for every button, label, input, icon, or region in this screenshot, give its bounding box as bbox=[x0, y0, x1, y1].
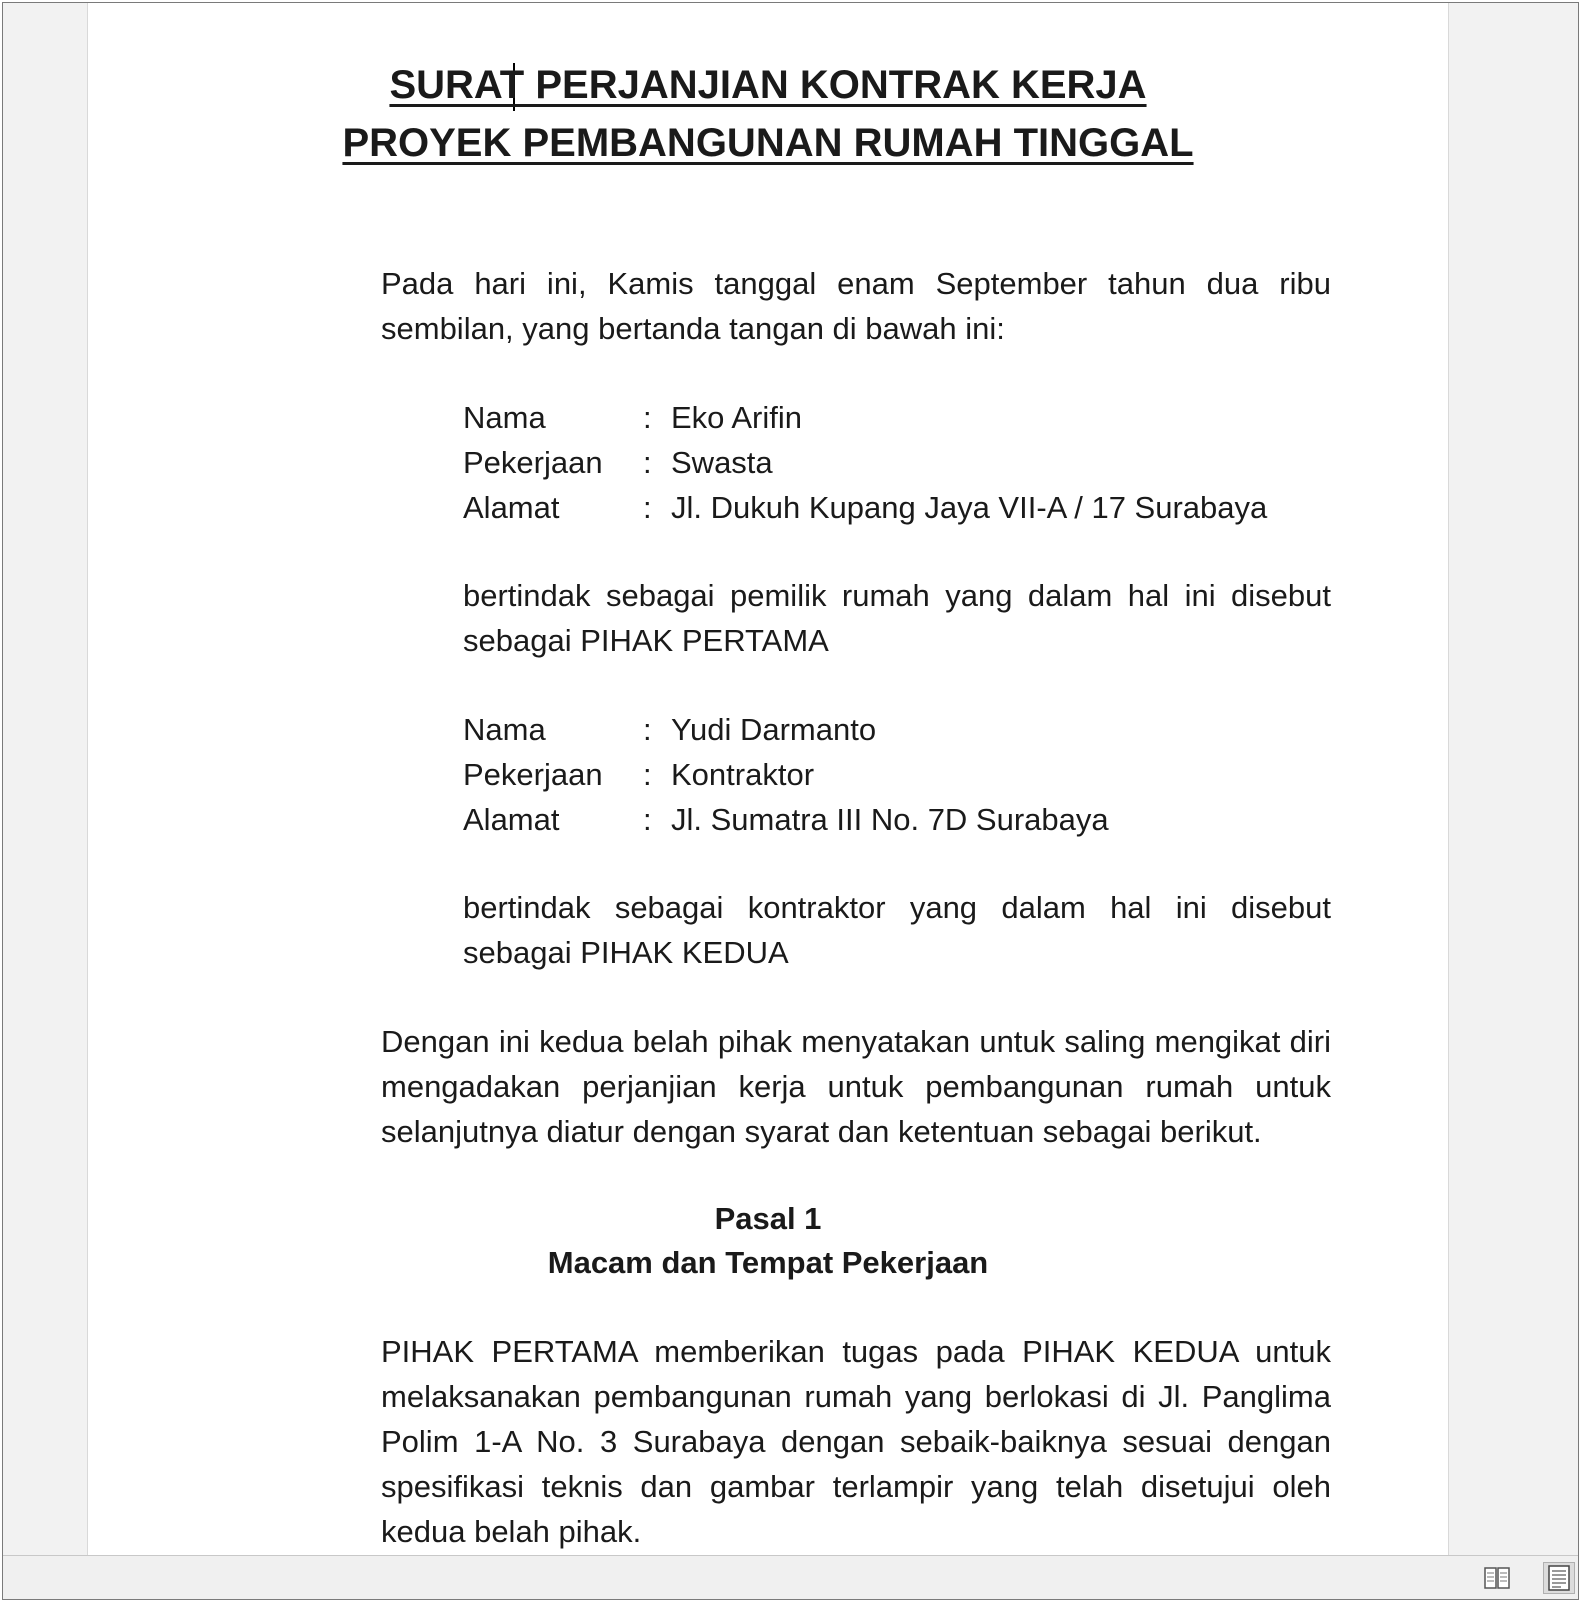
intro-paragraph: Pada hari ini, Kamis tanggal enam September tahun dua ribu sembilan, yang bertanda tangan di bawah ini: bbox=[381, 266, 1331, 346]
field-label: Nama bbox=[463, 400, 546, 435]
field-label: Alamat bbox=[463, 490, 560, 525]
field-value: Jl. Sumatra III No. 7D Surabaya bbox=[671, 802, 1109, 837]
pasal-heading: Macam dan Tempat Pekerjaan bbox=[547, 1245, 989, 1280]
field-label: Pekerjaan bbox=[463, 757, 603, 792]
party1-name-row bbox=[463, 395, 1363, 440]
field-label: Alamat bbox=[463, 802, 560, 837]
party1-address-row bbox=[463, 485, 1363, 530]
book-icon bbox=[1483, 1565, 1511, 1591]
field-colon: : bbox=[643, 712, 652, 747]
pasal1-body-paragraph: PIHAK PERTAMA memberikan tugas pada PIHAK KEDUA untuk melaksanakan pembangunan rumah yang berlokasi di Jl. Panglima Polim 1-A No. 3 Surabaya dengan sebaik-baiknya sesuai dengan spesifikasi teknis dan gambar terlampir yang telah disetujui oleh kedua belah pihak. bbox=[381, 1334, 1331, 1549]
right-gutter bbox=[1448, 3, 1579, 1555]
party2-role-paragraph: bertindak sebagai kontraktor yang dalam hal ini disebut sebagai PIHAK KEDUA bbox=[463, 890, 1331, 970]
title-line-2 bbox=[89, 119, 1447, 167]
field-colon: : bbox=[643, 490, 652, 525]
status-bar bbox=[3, 1555, 1579, 1600]
party2-name-row bbox=[463, 707, 1363, 752]
party1-job-row bbox=[463, 440, 1363, 485]
party1-role-paragraph: bertindak sebagai pemilik rumah yang dalam hal ini disebut sebagai PIHAK PERTAMA bbox=[463, 578, 1331, 658]
field-value: Swasta bbox=[671, 445, 773, 480]
field-colon: : bbox=[643, 802, 652, 837]
title-line-1 bbox=[89, 61, 1447, 109]
document-window bbox=[2, 2, 1579, 1600]
title-line-2-text: PROYEK PEMBANGUNAN RUMAH TINGGAL bbox=[342, 121, 1194, 165]
field-label: Nama bbox=[463, 712, 546, 747]
field-label: Pekerjaan bbox=[463, 445, 603, 480]
pasal-number: Pasal 1 bbox=[714, 1201, 822, 1236]
field-value: Eko Arifin bbox=[671, 400, 802, 435]
title-line-1-text: SURAT PERJANJIAN KONTRAK KERJA bbox=[389, 63, 1147, 107]
read-mode-button[interactable] bbox=[1481, 1562, 1513, 1594]
field-value: Yudi Darmanto bbox=[671, 712, 877, 747]
field-colon: : bbox=[643, 757, 652, 792]
agreement-paragraph: Dengan ini kedua belah pihak menyatakan untuk saling mengikat diri mengadakan perjanjian kerja untuk pembangunan rumah untuk selanjutnya diatur dengan syarat dan ketentuan sebagai berikut. bbox=[381, 1024, 1331, 1149]
party2-job-row bbox=[463, 752, 1363, 797]
page-layout-icon bbox=[1547, 1564, 1571, 1592]
print-layout-button[interactable] bbox=[1543, 1562, 1575, 1594]
field-value: Kontraktor bbox=[671, 757, 815, 792]
party2-address-row bbox=[463, 797, 1363, 842]
field-colon: : bbox=[643, 445, 652, 480]
field-colon: : bbox=[643, 400, 652, 435]
field-value: Jl. Dukuh Kupang Jaya VII-A / 17 Surabaya bbox=[671, 490, 1268, 525]
document-page[interactable] bbox=[89, 3, 1447, 1555]
left-gutter bbox=[3, 3, 88, 1555]
